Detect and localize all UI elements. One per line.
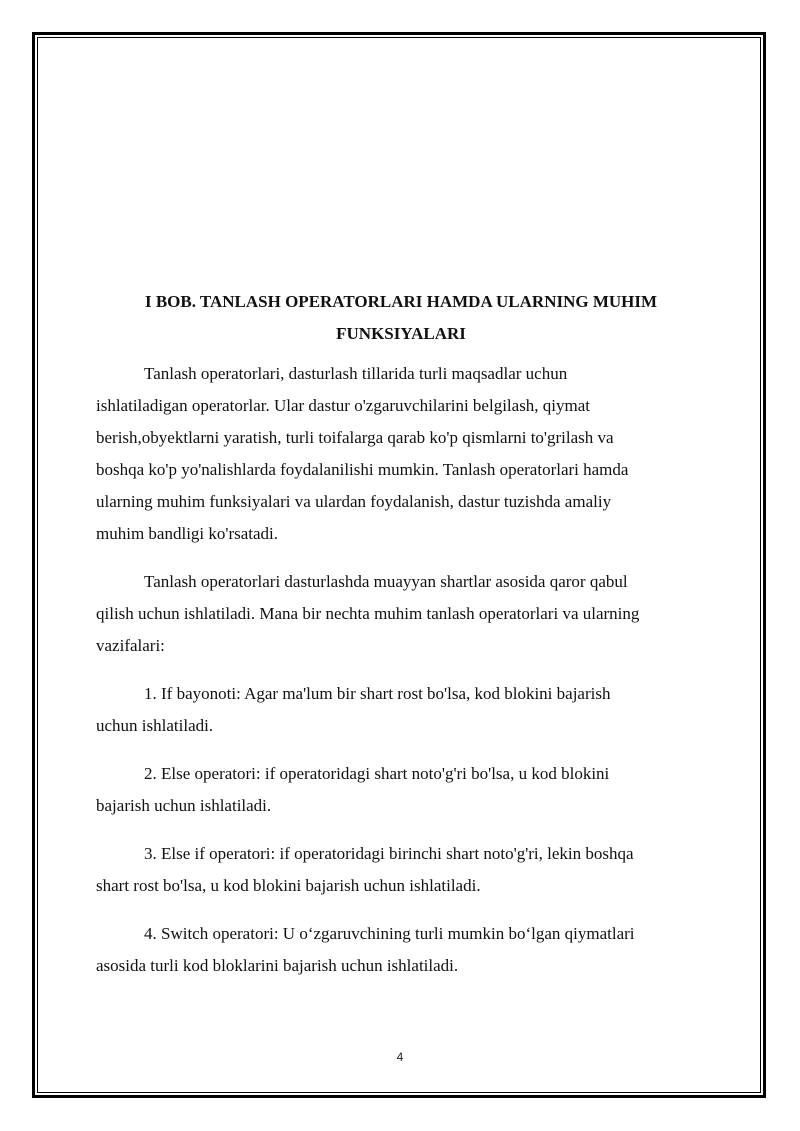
text-line: 3. Else if operatori: if operatoridagi birinchi shart noto'g'ri, lekin boshqa bbox=[144, 844, 634, 863]
paragraph-selection-operators bbox=[96, 566, 706, 662]
text-line: vazifalari: bbox=[96, 636, 165, 655]
text-line: muhim bandligi ko'rsatadi. bbox=[96, 524, 279, 543]
text-line: berish,obyektlarni yaratish, turli toifalarga qarab ko'p qismlarni to'grilash va bbox=[96, 428, 614, 447]
text-line: bajarish uchun ishlatiladi. bbox=[96, 796, 272, 815]
list-item-else bbox=[96, 758, 706, 822]
text-line: qilish uchun ishlatiladi. Mana bir nechta muhim tanlash operatorlari va ularning bbox=[96, 604, 640, 623]
text-line: 2. Else operatori: if operatoridagi shart noto'g'ri bo'lsa, u kod blokini bbox=[144, 764, 610, 783]
text-line: Tanlash operatorlari dasturlashda muayyan shartlar asosida qaror qabul bbox=[144, 572, 628, 591]
text-line: Tanlash operatorlari, dasturlash tillarida turli maqsadlar uchun bbox=[144, 364, 568, 383]
page-content bbox=[96, 286, 706, 998]
text-line: uchun ishlatiladi. bbox=[96, 716, 214, 735]
text-line: asosida turli kod bloklarini bajarish uchun ishlatiladi. bbox=[96, 956, 459, 975]
text-line: boshqa ko'p yo'nalishlarda foydalanilishi mumkin. Tanlash operatorlari hamda bbox=[96, 460, 629, 479]
list-item-else-if bbox=[96, 838, 706, 902]
text-line: 4. Switch operatori: U o‘zgaruvchining turli mumkin bo‘lgan qiymatlari bbox=[144, 924, 635, 943]
text-line: shart rost bo'lsa, u kod blokini bajarish uchun ishlatiladi. bbox=[96, 876, 481, 895]
text-line: 1. If bayonoti: Agar ma'lum bir shart rost bo'lsa, kod blokini bajarish bbox=[144, 684, 611, 703]
list-item-if bbox=[96, 678, 706, 742]
chapter-heading bbox=[96, 286, 706, 350]
chapter-heading-line-2: FUNKSIYALARI bbox=[336, 324, 466, 343]
chapter-heading-line-1: I BOB. TANLASH OPERATORLARI HAMDA ULARNING MUHIM bbox=[144, 292, 658, 311]
page-number: 4 bbox=[396, 1050, 404, 1064]
text-line: ishlatiladigan operatorlar. Ular dastur o'zgaruvchilarini belgilash, qiymat bbox=[96, 396, 591, 415]
text-line: ularning muhim funksiyalari va ulardan foydalanish, dastur tuzishda amaliy bbox=[96, 492, 612, 511]
list-item-switch bbox=[96, 918, 706, 982]
paragraph-intro bbox=[96, 358, 706, 550]
